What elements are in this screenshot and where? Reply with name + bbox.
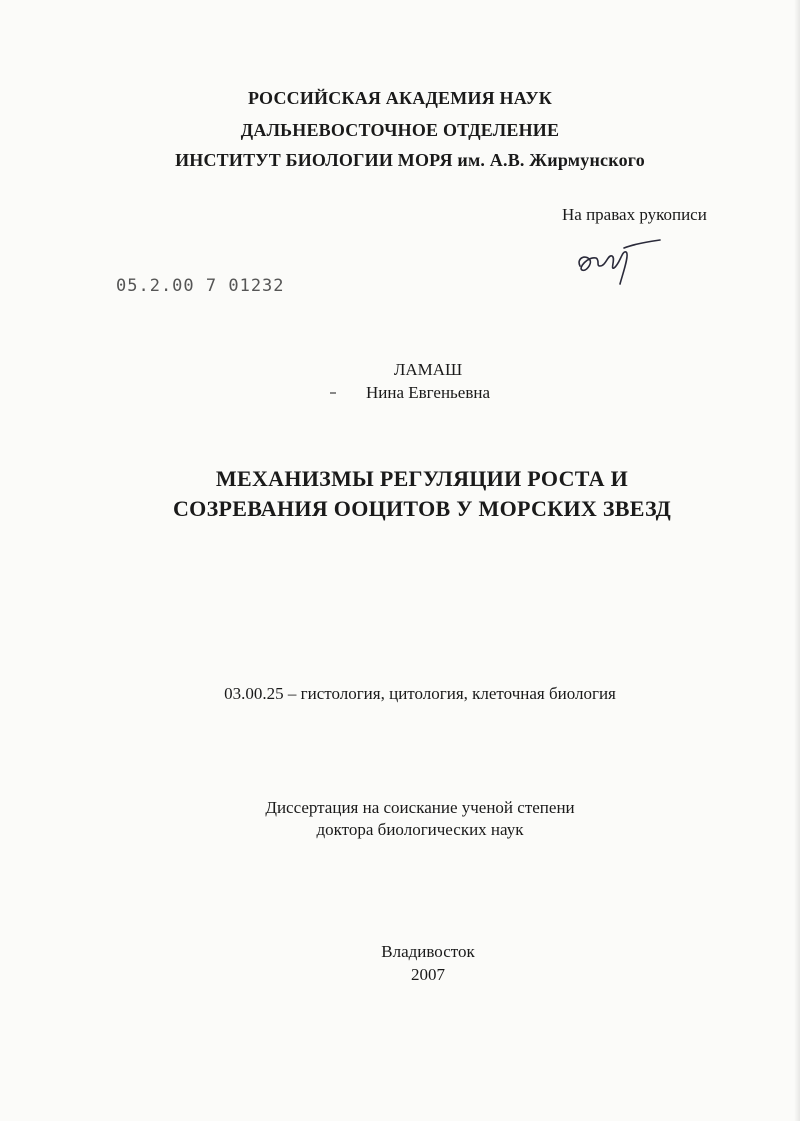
branch-name: ДАЛЬНЕВОСТОЧНОЕ ОТДЕЛЕНИЕ [240,120,560,140]
dissertation-title-line-2: СОЗРЕВАНИЯ ООЦИТОВ У МОРСКИХ ЗВЕЗД [172,496,672,521]
registry-number-stamp: 05.2.00 7 01232 [116,276,285,296]
academy-name: РОССИЙСКАЯ АКАДЕМИЯ НАУК [247,88,553,108]
city: Владивосток [381,942,475,961]
handwritten-signature [572,236,662,288]
manuscript-rights-note: На правах рукописи [562,205,707,224]
degree-statement-line-1: Диссертация на соискание ученой степени [265,798,575,817]
specialty-code: 03.00.25 – гистология, цитология, клеточная биология [224,684,616,703]
year: 2007 [411,965,445,984]
author-surname: ЛАМАШ [393,360,463,379]
institute-name: ИНСТИТУТ БИОЛОГИИ МОРЯ им. А.В. Жирмунского [175,150,645,170]
scan-edge-shadow [794,0,800,1121]
author-name: Нина Евгеньевна [365,383,491,402]
degree-statement-line-2: доктора биологических наук [316,820,524,839]
dissertation-title-line-1: МЕХАНИЗМЫ РЕГУЛЯЦИИ РОСТА И [215,466,629,491]
